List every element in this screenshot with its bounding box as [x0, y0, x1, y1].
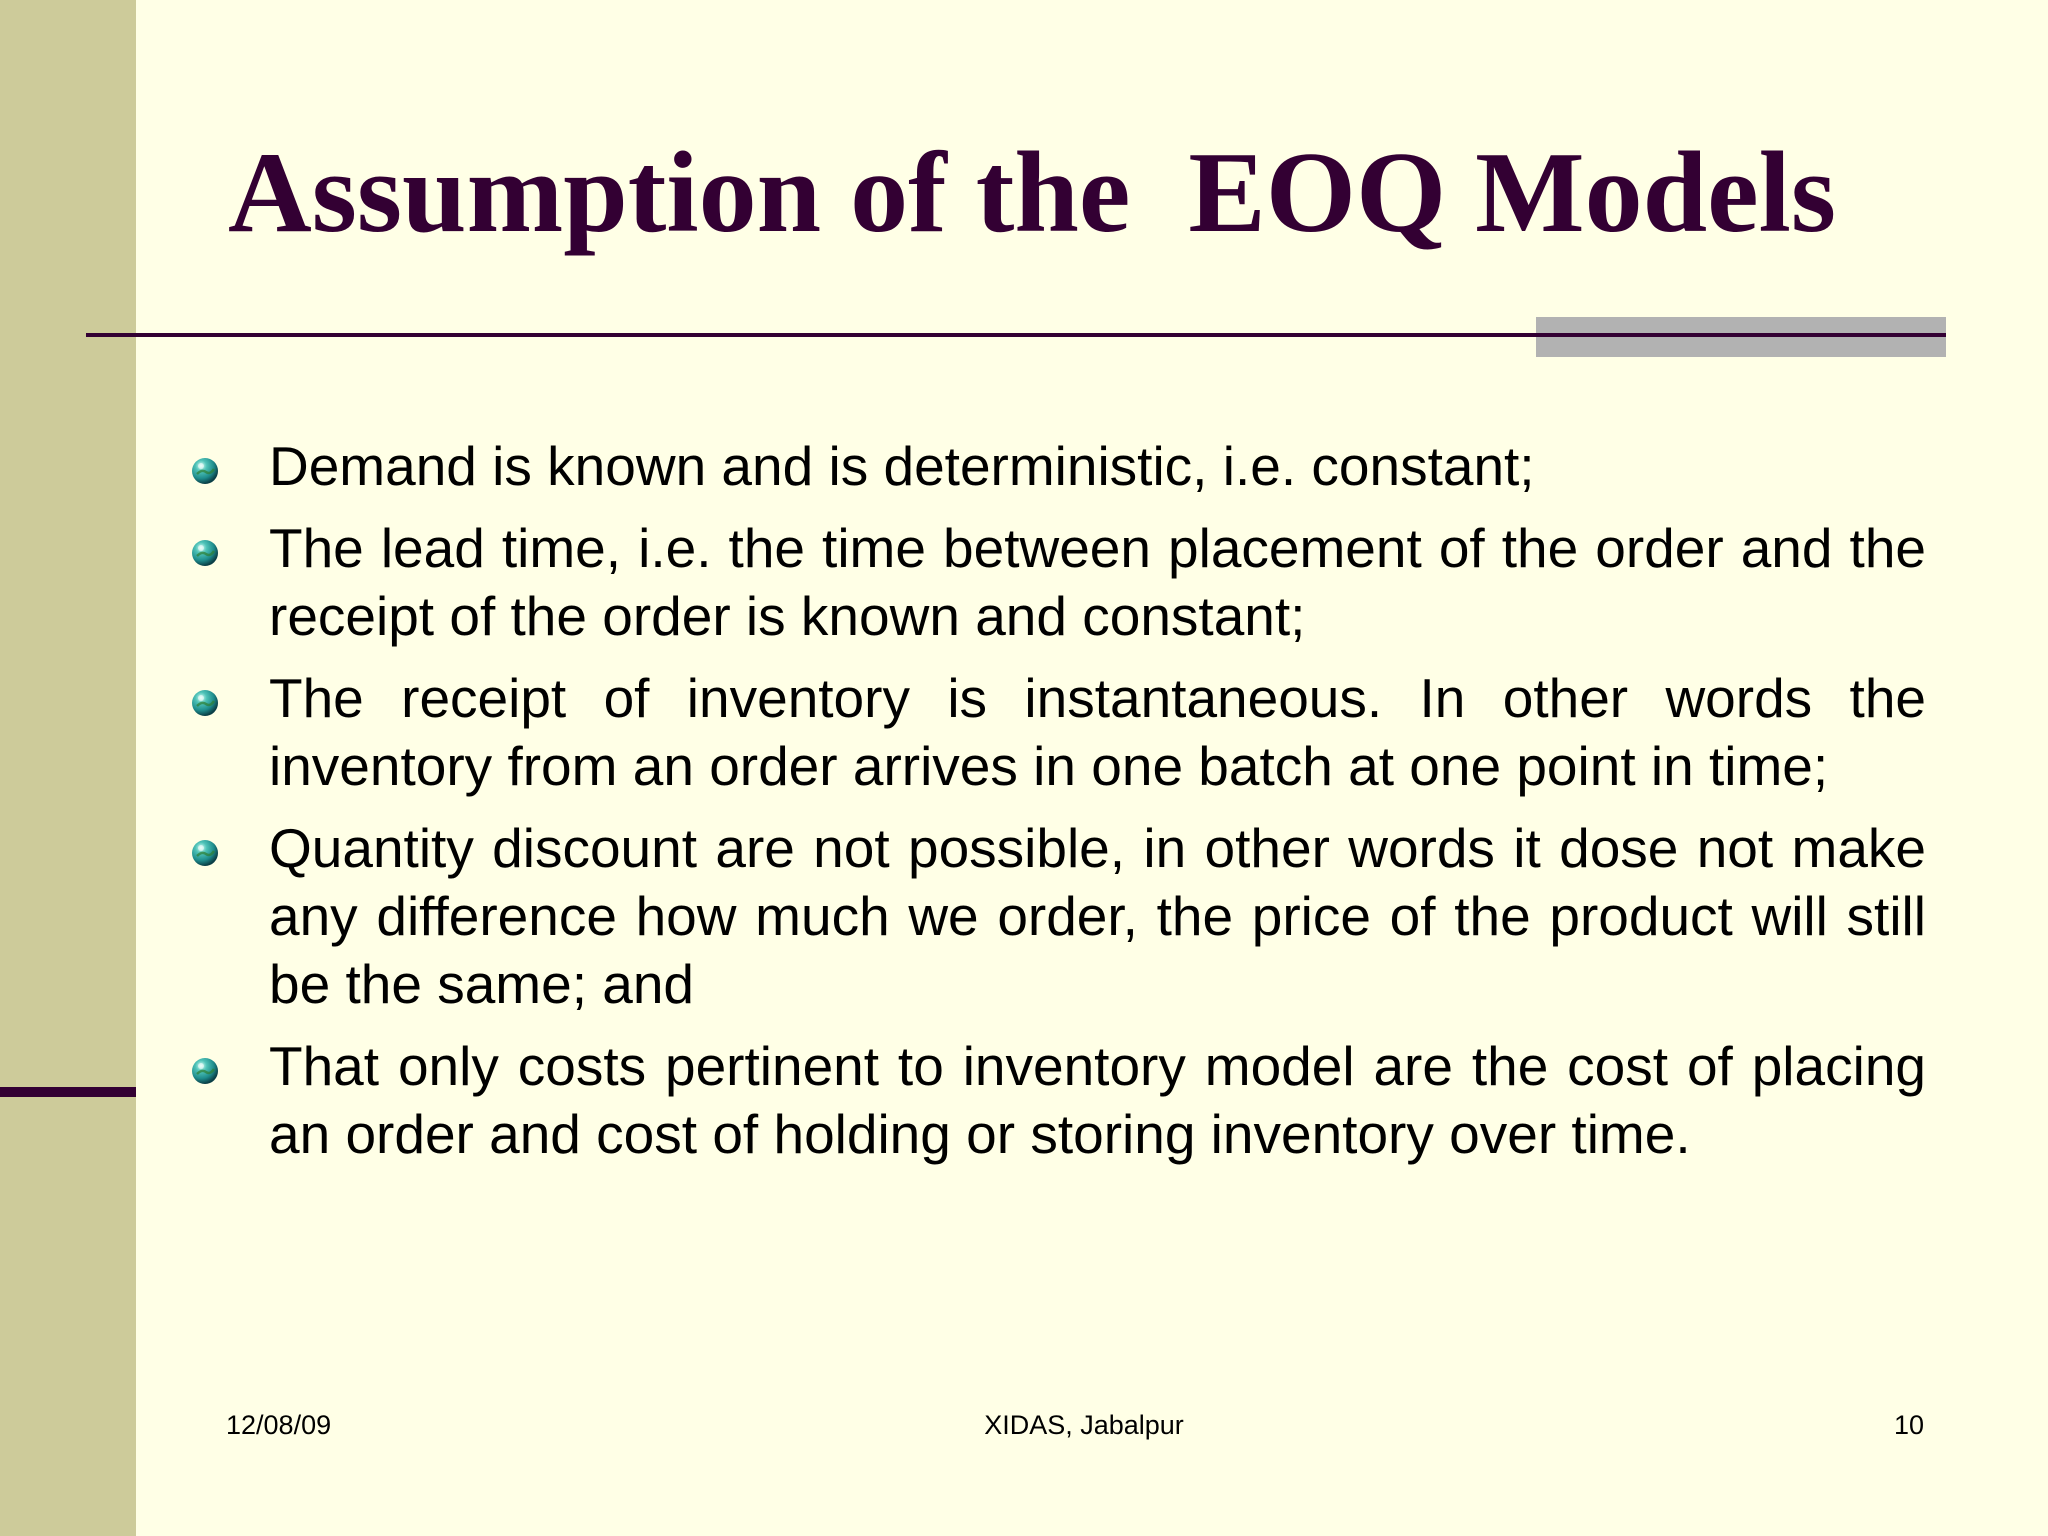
title-rule-line — [86, 333, 1946, 337]
footer-page-number: 10 — [1893, 1410, 1924, 1440]
footer-date: 12/08/09 — [226, 1410, 332, 1440]
bullet-item — [186, 1032, 1926, 1168]
bullet-list — [186, 432, 1926, 1182]
title-rule-accent — [1536, 317, 1946, 357]
teal-sphere-icon — [190, 538, 220, 568]
bullet-item — [186, 664, 1926, 800]
bullet-text: The lead time, i.e. the time between placement of the order and the receipt of the order is known and constant; — [269, 517, 1926, 647]
bullet-item — [186, 514, 1926, 650]
bullet-text: Demand is known and is deterministic, i.e. constant; — [269, 435, 1535, 497]
teal-sphere-icon — [190, 838, 220, 868]
slide-title: Assumption of the EOQ Models — [228, 129, 1837, 257]
teal-sphere-icon — [190, 456, 220, 486]
teal-sphere-icon — [190, 688, 220, 718]
bullet-text: The receipt of inventory is instantaneous. In other words the inventory from an order arrives in one batch at one point in time; — [269, 667, 1926, 797]
left-side-bar — [0, 0, 136, 1536]
bullet-item — [186, 814, 1926, 1018]
bullet-text: Quantity discount are not possible, in other words it dose not make any difference how much we order, the price of the product will still be the same; and — [269, 817, 1926, 1015]
footer-organization: XIDAS, Jabalpur — [984, 1410, 1184, 1440]
left-side-accent-line — [0, 1087, 136, 1097]
teal-sphere-icon — [190, 1056, 220, 1086]
bullet-text: That only costs pertinent to inventory model are the cost of placing an order and cost of holding or storing inventory over time. — [269, 1035, 1926, 1165]
bullet-item — [186, 432, 1926, 500]
